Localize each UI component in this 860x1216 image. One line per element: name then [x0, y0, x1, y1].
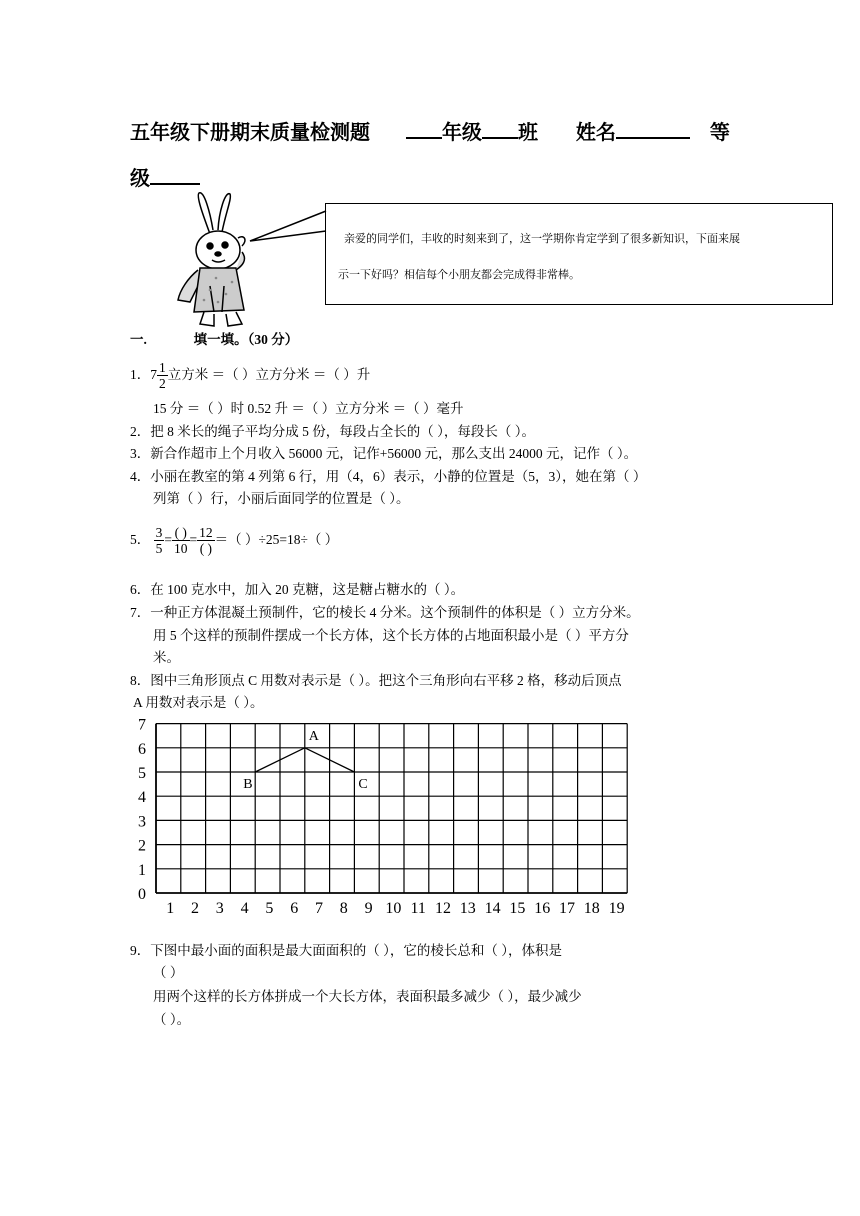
grid-axis-labels	[138, 717, 625, 917]
question-1-line-2: 15 分 ＝（ ）时 0.52 升 ＝（ ）立方分米 ＝（ ）毫升	[153, 401, 464, 416]
vertex-label-b: B	[243, 777, 253, 792]
level-blank[interactable]	[150, 167, 200, 185]
x-tick-label: 8	[339, 900, 348, 917]
question-9-line-2: （ ）	[153, 965, 184, 980]
y-tick-label: 5	[138, 765, 146, 782]
x-tick-label: 13	[459, 900, 476, 917]
question-1-line-1	[130, 358, 370, 392]
q1-whole: 7	[150, 367, 157, 382]
q1-number: 1．	[130, 367, 151, 382]
class-label: 班	[517, 120, 538, 144]
x-tick-label: 5	[265, 900, 274, 917]
x-tick-label: 14	[484, 900, 501, 917]
speech-bubble	[325, 203, 833, 305]
header-line-1	[130, 116, 730, 145]
triangle-abc	[243, 729, 368, 792]
header-line-2	[130, 162, 200, 191]
question-2: 2．把 8 米长的绳子平均分成 5 份，每段占全长的（ ），每段长（ ）。	[130, 424, 535, 439]
q1-fraction: $\frac{1}{2}$	[159, 360, 166, 392]
question-5: 5． $\frac{3}{5}$ = $\frac{( )}{10}$ = $\frac{12}{( )}$ ＝（ ）÷25=18÷（ ）	[130, 525, 339, 557]
x-tick-label: 9	[364, 900, 373, 917]
level-label-part2: 级	[130, 166, 150, 190]
x-tick-label: 11	[410, 900, 426, 917]
x-tick-label: 10	[385, 900, 402, 917]
name-blank[interactable]	[616, 121, 690, 139]
question-7-line-2: 用 5 个这样的预制件摆成一个长方体，这个长方体的占地面积最小是（ ）平方分	[153, 628, 629, 643]
vertex-label-c: C	[358, 777, 368, 792]
q5-text: ＝（ ）÷25=18÷（ ）	[214, 532, 339, 547]
q5-number: 5．	[130, 532, 151, 547]
section-title: 填一填。（30 分）	[193, 332, 299, 347]
question-3: 3．新合作超市上个月收入 56000 元，记作+56000 元，那么支出 24000 元，记作（ ）。	[130, 446, 638, 461]
rabbit-mascot-icon	[170, 190, 260, 332]
x-tick-label: 6	[290, 900, 299, 917]
grade-blank[interactable]	[406, 121, 442, 139]
coordinate-grid	[128, 715, 648, 920]
y-tick-label: 4	[138, 789, 146, 807]
section-number: 一.	[130, 332, 147, 347]
x-tick-label: 12	[435, 900, 451, 917]
q5-fraction-1: $\frac{3}{5}$	[155, 525, 163, 557]
y-tick-label: 0	[138, 886, 146, 903]
question-9-line-3: 用两个这样的长方体拼成一个大长方体，表面积最多减少（ ），最少减少	[153, 989, 582, 1004]
question-7-line-1: 7．一种正方体混凝土预制件，它的棱长 4 分米。这个预制件的体积是（ ）立方分米。	[130, 605, 640, 620]
exam-title: 五年级下册期末质量检测题	[130, 120, 370, 144]
bubble-text-line-1: 亲爱的同学们，丰收的时刻来到了，这一学期你肯定学到了很多新知识，下面来展	[344, 233, 740, 245]
grid-lines	[156, 724, 627, 893]
q1-text: 立方米 ＝（ ）立方分米 ＝（ ）升	[167, 367, 371, 382]
q5-fraction-2: $\frac{( )}{10}$	[174, 525, 188, 557]
question-4-line-1: 4．小丽在教室的第 4 列第 6 行，用（4，6）表示，小静的位置是（5，3），她在第（ ）	[130, 469, 647, 484]
question-8-line-2: A 用数对表示是（ ）。	[133, 695, 264, 710]
x-tick-label: 17	[559, 900, 575, 917]
class-blank[interactable]	[482, 121, 518, 139]
bubble-text-line-2: 示一下好吗？相信每个小朋友都会完成得非常棒。	[338, 269, 580, 281]
x-tick-label: 1	[166, 900, 175, 917]
y-tick-label: 3	[138, 813, 146, 831]
x-tick-label: 15	[509, 900, 526, 917]
question-9-line-4: （ ）。	[153, 1012, 191, 1027]
question-8-line-1: 8．图中三角形顶点 C 用数对表示是（ ）。把这个三角形向右平移 2 格，移动后顶点	[130, 673, 622, 688]
question-9-line-1: 9．下图中最小面的面积是最大面面积的（ ），它的棱长总和（ ），体积是	[130, 943, 562, 958]
question-4-line-2: 列第（ ）行，小丽后面同学的位置是（ ）。	[153, 491, 410, 506]
question-7-line-3: 米。	[153, 650, 180, 665]
x-tick-label: 18	[583, 900, 600, 917]
name-label: 姓名	[575, 120, 616, 144]
question-6: 6．在 100 克水中，加入 20 克糖，这是糖占糖水的（ ）。	[130, 582, 465, 597]
x-tick-label: 7	[315, 900, 323, 917]
level-label-part1: 等	[709, 120, 730, 144]
y-tick-label: 2	[138, 837, 146, 855]
x-tick-label: 4	[240, 900, 249, 917]
x-tick-label: 16	[534, 900, 551, 917]
y-tick-label: 1	[138, 861, 146, 879]
q5-fraction-3: $\frac{12}{( )}$	[199, 525, 213, 557]
x-tick-label: 2	[191, 900, 199, 917]
x-tick-label: 19	[608, 900, 625, 917]
bubble-pointer	[248, 203, 328, 247]
vertex-label-a: A	[308, 728, 319, 744]
section-1-heading	[130, 331, 298, 349]
y-tick-label: 6	[138, 740, 146, 758]
x-tick-label: 3	[215, 900, 224, 917]
grade-label: 年级	[441, 120, 482, 144]
y-tick-label: 7	[138, 716, 146, 734]
